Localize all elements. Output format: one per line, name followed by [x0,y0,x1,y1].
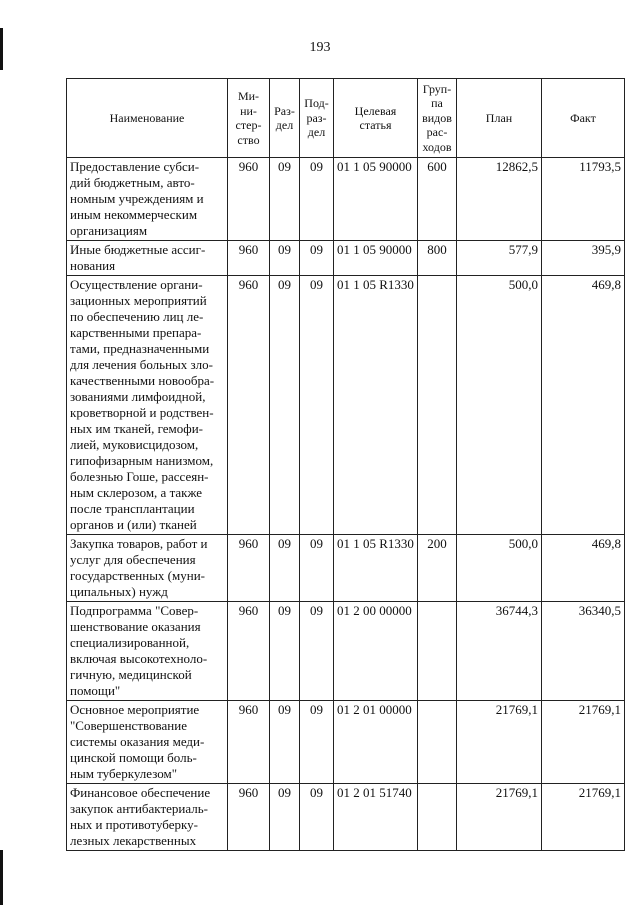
row-ministry: 960 [228,241,270,276]
row-ministry: 960 [228,701,270,784]
row-ministry: 960 [228,602,270,701]
row-ministry: 960 [228,276,270,535]
table-row [67,602,625,701]
table-row [67,276,625,535]
header-fact: Факт [542,79,625,158]
row-subsection: 09 [300,276,334,535]
row-name: Закупка товаров, работ и услуг для обеспечения государственных (муни- ципальных) нужд [67,535,228,602]
header-section: Раз- дел [270,79,300,158]
row-section: 09 [270,602,300,701]
row-fact: 469,8 [542,535,625,602]
row-subsection: 09 [300,535,334,602]
row-section: 09 [270,535,300,602]
row-section: 09 [270,158,300,241]
row-fact: 21769,1 [542,701,625,784]
row-name: Осуществление органи- зационных мероприятий по обеспечению лиц ле- карственными препара- тами, предназначенными для лечения больных зло- качественными новообра- зованиями лимфоидной, кроветворной и родствен- ных им тканей, гемофи- лией, муковисцидозом, гипофизарным нанизмом, болезнью Гоше, рассеян- ным склерозом, а также после трансплантации органов и (или) тканей [67,276,228,535]
row-target: 01 2 01 00000 [334,701,418,784]
header-target: Целевая статья [334,79,418,158]
row-plan: 500,0 [457,276,542,535]
table-row [67,535,625,602]
page-number: 193 [309,40,331,55]
row-name: Иные бюджетные ассиг- нования [67,241,228,276]
row-name: Основное мероприятие "Совершенствование системы оказания меди- цинской помощи боль- ным туберкулезом" [67,701,228,784]
header-plan: План [457,79,542,158]
row-group [418,602,457,701]
row-section: 09 [270,701,300,784]
header-ministry: Ми- ни- стер- ство [228,79,270,158]
budget-table [66,78,625,851]
row-subsection: 09 [300,241,334,276]
row-plan: 500,0 [457,535,542,602]
row-plan: 12862,5 [457,158,542,241]
row-group: 200 [418,535,457,602]
row-name: Подпрограмма "Совер- шенствование оказания специализированной, включая высокотехноло- гичную, медицинской помощи" [67,602,228,701]
row-subsection: 09 [300,602,334,701]
row-fact: 11793,5 [542,158,625,241]
row-ministry: 960 [228,158,270,241]
row-fact: 36340,5 [542,602,625,701]
row-plan: 21769,1 [457,701,542,784]
header-name: Наименование [67,79,228,158]
row-fact: 395,9 [542,241,625,276]
row-subsection: 09 [300,158,334,241]
row-target: 01 1 05 R1330 [334,535,418,602]
row-section: 09 [270,276,300,535]
row-ministry: 960 [228,784,270,851]
row-name: Финансовое обеспечение закупок антибактериаль- ных и противотуберку- лезных лекарственных [67,784,228,851]
row-plan: 577,9 [457,241,542,276]
row-plan: 21769,1 [457,784,542,851]
row-target: 01 2 01 51740 [334,784,418,851]
table-row [67,241,625,276]
header-group: Груп- па видов рас- ходов [418,79,457,158]
row-plan: 36744,3 [457,602,542,701]
table-row [67,701,625,784]
table-row [67,158,625,241]
row-group [418,276,457,535]
row-target: 01 1 05 R1330 [334,276,418,535]
row-group: 600 [418,158,457,241]
row-fact: 469,8 [542,276,625,535]
row-group [418,784,457,851]
left-margin-mark-bottom [0,850,3,905]
row-group: 800 [418,241,457,276]
row-name: Предоставление субси- дий бюджетным, авто- номным учреждениям и иным некоммерческим организациям [67,158,228,241]
row-section: 09 [270,241,300,276]
row-target: 01 1 05 90000 [334,158,418,241]
table-row [67,784,625,851]
row-ministry: 960 [228,535,270,602]
row-subsection: 09 [300,701,334,784]
row-fact: 21769,1 [542,784,625,851]
row-group [418,701,457,784]
header-row [67,79,625,158]
row-subsection: 09 [300,784,334,851]
row-section: 09 [270,784,300,851]
header-subsection: Под- раз- дел [300,79,334,158]
row-target: 01 1 05 90000 [334,241,418,276]
row-target: 01 2 00 00000 [334,602,418,701]
